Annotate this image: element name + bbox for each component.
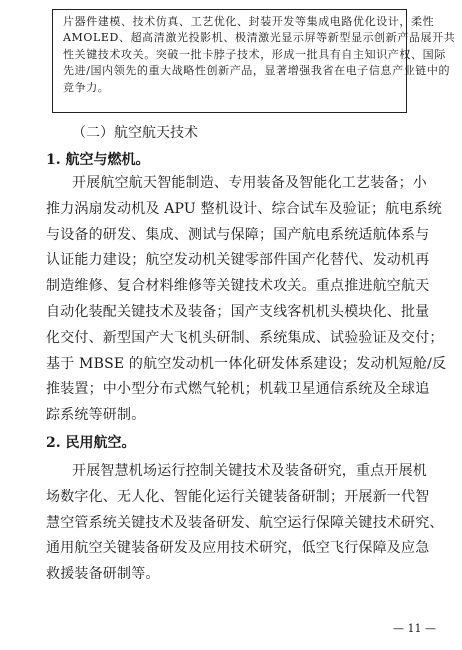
paragraph-line: 化交付、新型国产大飞机头研制、系统集成、试验验证及交付； [46, 329, 444, 346]
paragraph-line: 推装置；中小型分布式燃气轮机；机载卫星通信系统及全球追 [46, 381, 430, 398]
paragraph-line: 开展智慧机场运行控制关键技术及装备研究，重点开展机 [72, 463, 427, 479]
paragraph-line: 制造维修、复合材料维修等关键技术攻关。重点推进航空航天 [46, 278, 430, 295]
box-text-line: 性关键技术攻关。突破一批卡脖子技术，形成一批具有自主知识产权、国际 [63, 47, 446, 61]
paragraph-line: 推力涡扇发动机及 APU 整机设计、综合试车及验证；航电系统 [46, 200, 442, 217]
paragraph-line: 救援装备研制等。 [46, 566, 160, 583]
paragraph-line: 慧空管系统关键技术及装备研发、航空运行保障关键技术研究、 [46, 514, 444, 531]
paragraph-line: 自动化装配关键技术及装备；国产支线客机机头模块化、批量 [46, 303, 430, 320]
box-text-line: AMOLED、超高清激光投影机、极清激光显示屏等新型显示创新产品展开共 [63, 31, 456, 45]
paragraph-civil-aviation [46, 459, 444, 588]
paragraph-aviation-gas-turbine [46, 171, 447, 429]
box-text-line: 先进/国内领先的重大战略性创新产品，显著增强我省在电子信息产业链中的 [63, 64, 451, 78]
box-text-line: 片器件建模、技术仿真、工艺优化、封装开发等集成电路优化设计，柔性 [63, 15, 435, 28]
subsection-heading-aviation-gas-turbine: 1. 航空与燃机。 [46, 152, 150, 168]
box-text-line: 竞争力。 [63, 80, 110, 94]
paragraph-line: 踪系统等研制。 [46, 407, 146, 424]
boxed-text-block [52, 9, 456, 113]
section-heading: （二）航空航天技术 [72, 125, 198, 141]
subsection-heading-civil-aviation: 2. 民用航空。 [46, 435, 136, 451]
paragraph-line: 通用航空关键装备研发及应用技术研究，低空飞行保障及应急 [46, 540, 430, 557]
paragraph-line: 开展航空航天智能制造、专用装备及智能化工艺装备；小 [72, 175, 427, 191]
paragraph-line: 基于 MBSE 的航空发动机一体化研发体系建设；发动机短舱/反 [46, 355, 447, 372]
paragraph-line: 场数字化、无人化、智能化运行关键装备研制；开展新一代智 [46, 488, 430, 505]
paragraph-line: 认证能力建设；航空发动机关键零部件国产化替代、发动机再 [46, 252, 430, 269]
paragraph-line: 与设备的研发、集成、测试与保障；国产航电系统适航体系与 [46, 226, 430, 243]
page-number: — 11 — [393, 622, 436, 635]
